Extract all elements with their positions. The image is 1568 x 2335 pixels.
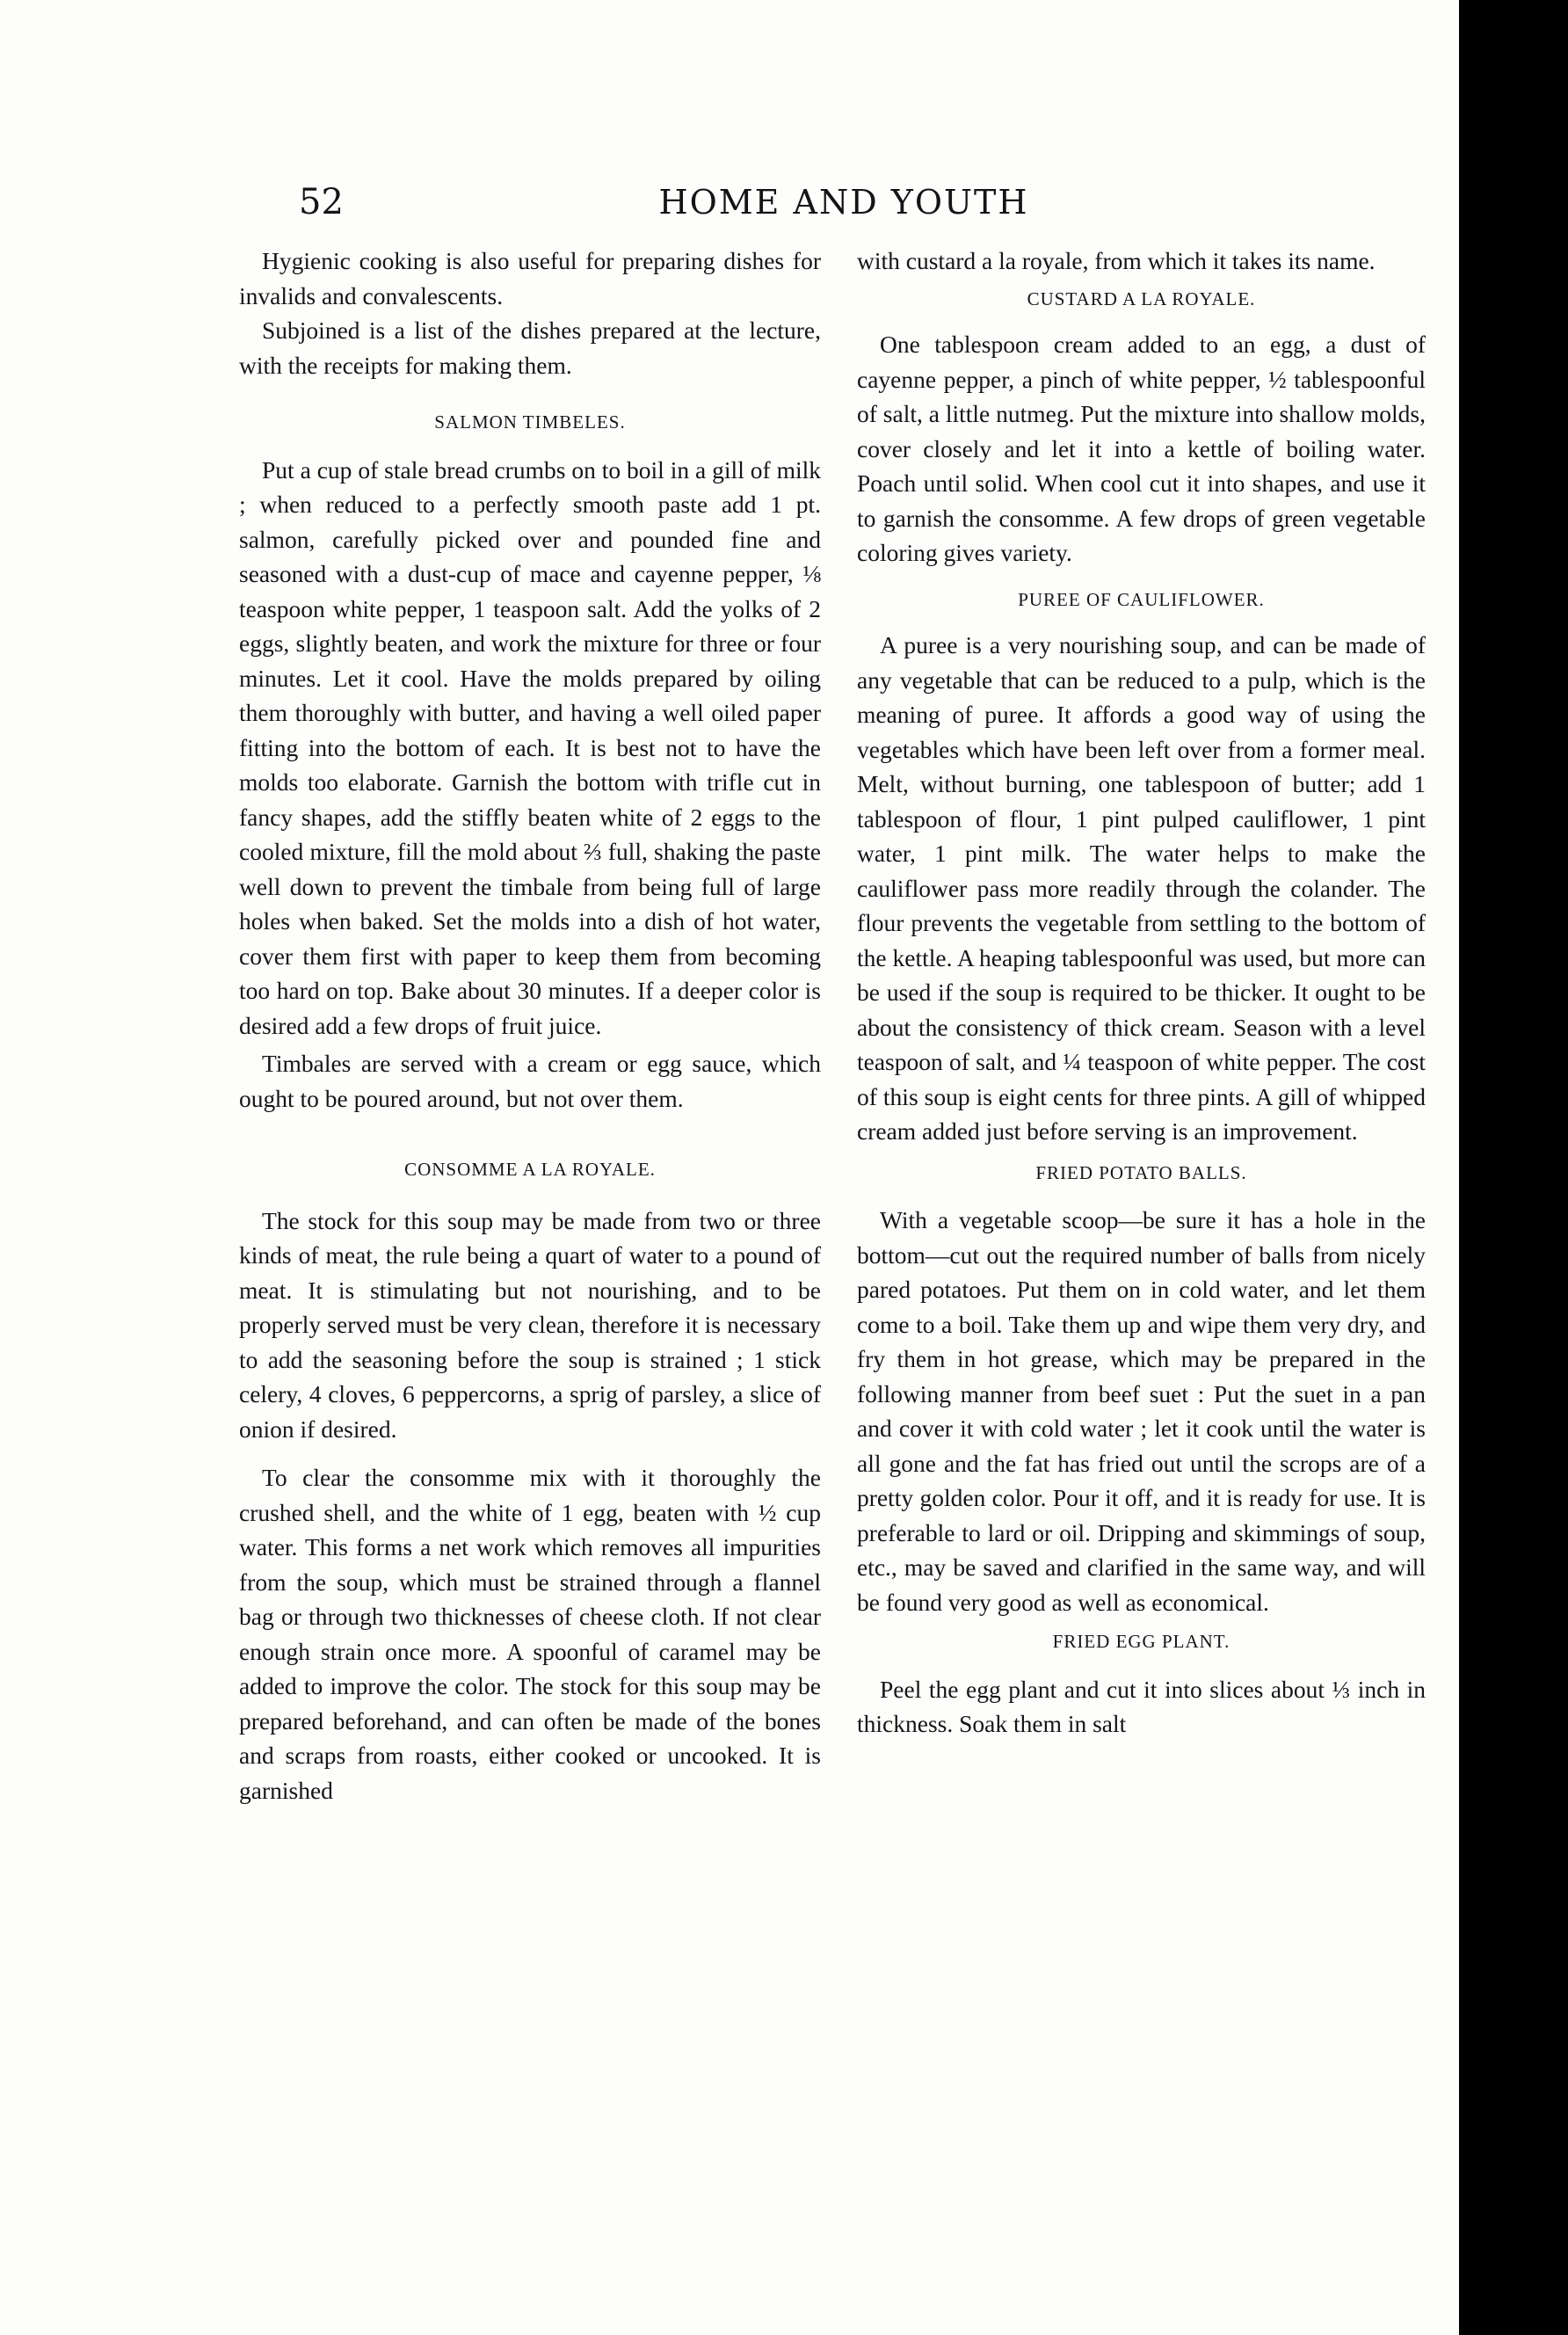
salmon-paragraph-2: Timbales are served with a cream or egg sauce, which ought to be poured around, but not over them.: [239, 1050, 821, 1112]
puree-heading: PUREE OF CAULIFLOWER.: [1018, 588, 1265, 610]
left-column: [239, 244, 821, 1808]
page-header: [237, 180, 1450, 233]
consomme-heading: CONSOMME A LA ROYALE.: [404, 1159, 656, 1180]
running-title: HOME AND YOUTH: [658, 183, 1029, 222]
continued-paragraph: with custard a la royale, from which it takes its name.: [857, 247, 1376, 274]
right-column: [857, 244, 1426, 1742]
salmon-heading: SALMON TIMBELES.: [434, 411, 626, 433]
eggplant-paragraph: Peel the egg plant and cut it into slices about ⅓ inch in thickness. Soak them in salt: [857, 1675, 1426, 1737]
intro-paragraph-2: Subjoined is a list of the dishes prepared at the lecture, with the receipts for making them.: [239, 316, 821, 379]
eggplant-heading: FRIED EGG PLANT.: [1052, 1631, 1230, 1652]
consomme-paragraph-1: The stock for this soup may be made from two or three kinds of meat, the rule being a quart of water to a pound of meat. It is stimulating but not nourishing, and to be properly served must be very clean, therefore it is necessary to add the seasoning before the soup is strained ; 1 stick celery, 4 cloves, 6 peppercorns, a sprig of parsley, a slice of onion if desired.: [239, 1206, 821, 1443]
potato-paragraph: With a vegetable scoop—be sure it has a hole in the bottom—cut out the required number of balls from nicely pared potatoes. Put them on in cold water, and let them come to a boil. Take them up and wipe them very dry, and fry them in hot grease, which may be prepared in the following manner from beef suet : Put the suet in a pan and cover it with cold water ; let it cook until the water is all gone and the fat has fried out until the scrops are of a pretty golden color. Pour it off, and it is ready for use. It is preferable to lard or oil. Dripping and skimmings of soup, etc., may be saved and clarified in the same way, and will be found very good as well as economical.: [857, 1206, 1426, 1616]
custard-heading: CUSTARD A LA ROYALE.: [1027, 287, 1256, 309]
salmon-paragraph-1: Put a cup of stale bread crumbs on to boil in a gill of milk ; when reduced to a perfectly smooth paste add 1 pt. salmon, carefully picked over and pounded fine and seasoned with a dust-cup of mace and cayenne pepper, ⅛ teaspoon white pepper, 1 teaspoon salt. Add the yolks of 2 eggs, slightly beaten, and work the mixture for three or four minutes. Let it cool. Have the molds prepared by oiling them thoroughly with butter, and having a well oiled paper fitting into the bottom of each. It is best not to have the molds too elaborate. Garnish the bottom with trifle cut in fancy shapes, add the stiffly beaten white of 2 eggs to the cooled mixture, fill the mold about ⅔ full, shaking the paste well down to prevent the timbale from being full of large holes when baked. Set the molds into a dish of hot water, cover them first with paper to keep them from becoming too hard on top. Bake about 30 minutes. If a deeper color is desired add a few drops of fruit juice.: [239, 455, 821, 1039]
potato-heading: FRIED POTATO BALLS.: [1035, 1161, 1247, 1183]
consomme-paragraph-2: To clear the consomme mix with it thoroughly the crushed shell, and the white of 1 egg, beaten with ½ cup water. This forms a net work which removes all impurities from the soup, which must be strained through a flannel bag or through two thicknesses of cheese cloth. If not clear enough strain once more. A spoonful of caramel may be added to improve the color. The stock for this soup may be prepared beforehand, and can often be made of the bones and scraps from roasts, either cooked or uncooked. It is garnished: [239, 1464, 821, 1804]
puree-paragraph: A puree is a very nourishing soup, and can be made of any vegetable that can be reduced to a pulp, which is the meaning of puree. It affords a good way of using the vegetables which have been left over from a former meal. Melt, without burning, one tablespoon of butter; add 1 tablespoon of flour, 1 pint pulped cauliflower, 1 pint water, 1 pint milk. The water helps to make the cauliflower pass more readily through the colander. The flour prevents the vegetable from settling to the bottom of the kettle. A heaping tablespoonful was used, but more can be used if the soup is required to be thicker. It ought to be about the consistency of thick cream. Season with a level teaspoon of salt, and ¼ teaspoon of white pepper. The cost of this soup is eight cents for three pints. A gill of whipped cream added just before serving is an improvement.: [857, 631, 1426, 1145]
intro-paragraph-1: Hygienic cooking is also useful for preparing dishes for invalids and convalescents.: [239, 247, 821, 309]
custard-paragraph: One tablespoon cream added to an egg, a dust of cayenne pepper, a pinch of white pepper, ½ tablespoonful of salt, a little nutmeg. Put the mixture into shallow molds, cover closely and let it into a kettle of boiling water. Poach until solid. When cool cut it into shapes, and use it to garnish the consomme. A few drops of green vegetable coloring gives variety.: [857, 331, 1426, 566]
page-number: 52: [299, 182, 344, 222]
